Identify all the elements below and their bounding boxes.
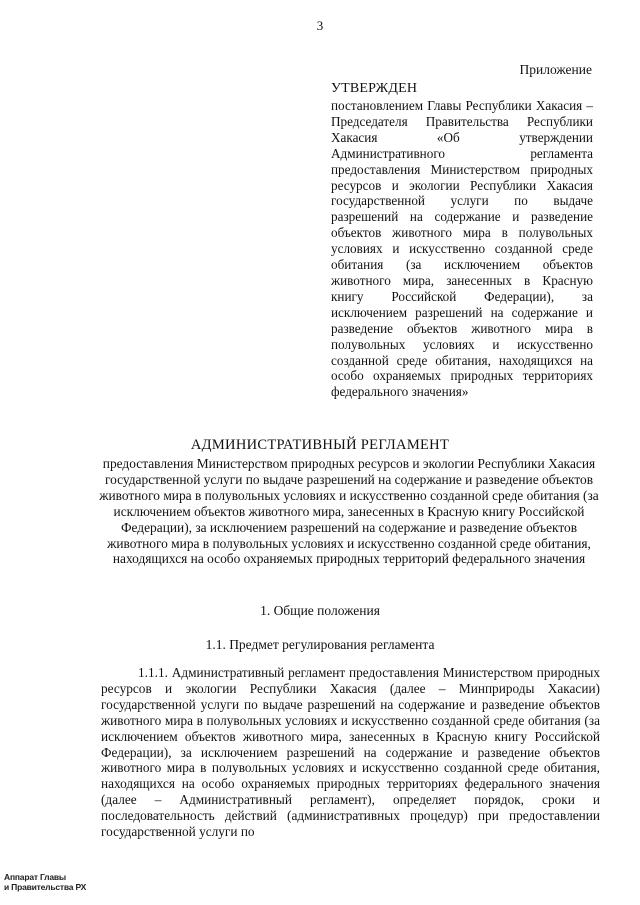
approval-block: [331, 80, 593, 400]
stamp-line-2: и Правительства РХ: [4, 882, 87, 892]
body-paragraph: 1.1.1. Административный регламент предоставления Министерством природных ресурсов и экологии Республики Хакасия (далее – Минприроды Хакасии) государственной услуги по выдаче разрешений на содержание и разведение объектов животного мира в полувольных условиях и искусственно созданной среде обитания (за исключением объектов животного мира, занесенных в Красную книгу Российской Федерации), за исключением разрешений на содержание и разведение объектов животного мира в полувольных условиях и искусственно созданной среде обитания, находящихся на особо охраняемых природных территориях федерального значения (далее – Административный регламент), определяет порядок, сроки и последовательность действий (административных процедур) при предоставлении государственной услуги по: [101, 665, 600, 840]
office-stamp: [4, 872, 86, 892]
approved-title: УТВЕРЖДЕН: [331, 81, 418, 96]
document-subtitle: предоставления Министерством природных ресурсов и экологии Республики Хакасия государственной услуги по выдаче разрешений на содержание и разведение объектов животного мира в полувольных условиях и искусственно созданной среде обитания (за исключением объектов животного мира, занесенных в Красную книгу Российской Федерации), за исключением разрешений на содержание и разведение объектов животного мира в полувольных условиях и искусственно созданной среде обитания, находящихся на особо охраняемых природных территорий федерального значения: [99, 456, 599, 567]
appendix-label: Приложение: [519, 62, 592, 77]
section-heading: 1. Общие положения: [260, 603, 380, 618]
approval-text: постановлением Главы Республики Хакасия – Председателя Правительства Республики Хакасия «Об утверждении Административного регламента предоставления Министерством природных ресурсов и экологии Республики Хакасия государственной услуги по выдаче разрешений на содержание и разведение объектов животного мира в полувольных условиях и искусственно созданной среде обитания (за исключением объектов животного мира, занесенных в Красную книгу Российской Федерации), за исключением разрешений на содержание и разведение объектов животного мира в полувольных условиях и искусственно созданной среде обитания, находящихся на особо охраняемых природных территориях федерального значения»: [331, 98, 593, 400]
document-title: АДМИНИСТРАТИВНЫЙ РЕГЛАМЕНТ: [190, 437, 450, 453]
subsection-heading: 1.1. Предмет регулирования регламента: [205, 637, 435, 652]
page-number: 3: [316, 18, 324, 33]
stamp-line-1: Аппарат Главы: [4, 872, 66, 882]
